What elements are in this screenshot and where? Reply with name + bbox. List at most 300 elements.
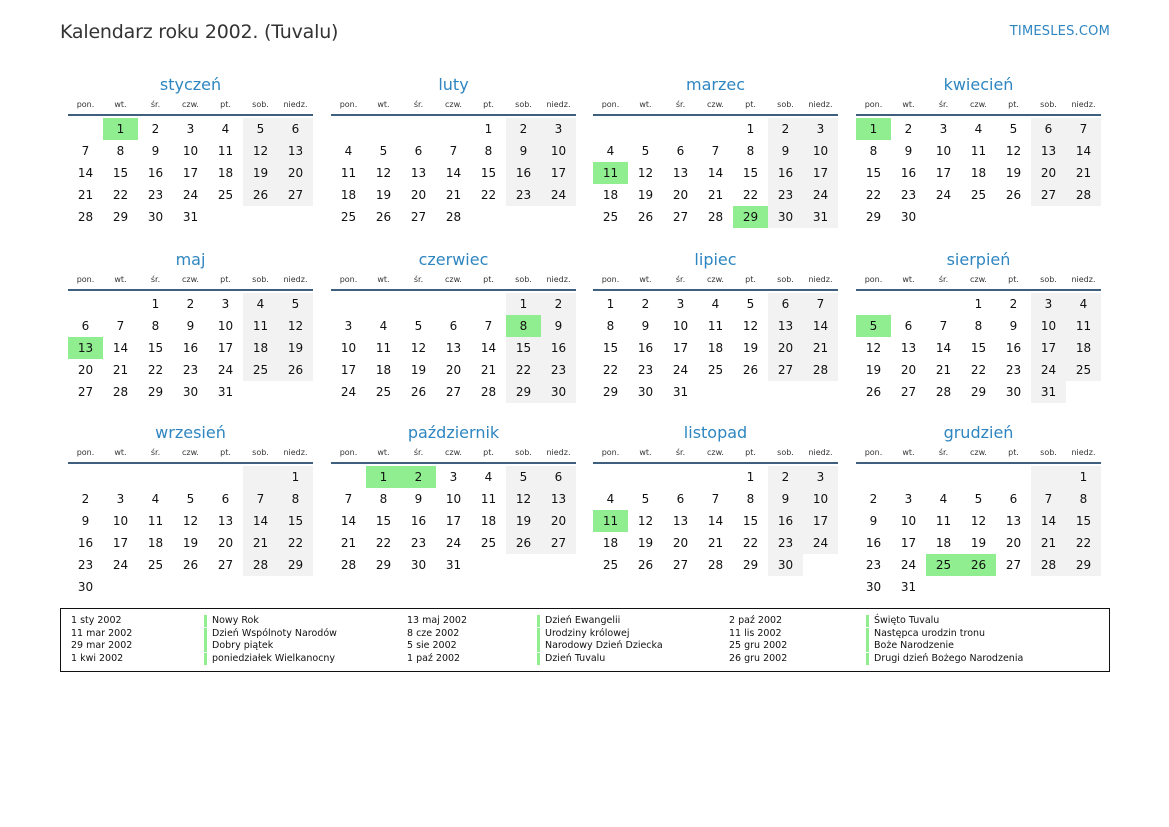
day-cell: 28: [707, 210, 724, 224]
weekday-header: pon.: [601, 275, 620, 284]
day-cell: 8: [1066, 488, 1101, 510]
weekday-header: sob.: [1040, 448, 1057, 457]
day-cell: 15: [865, 166, 882, 180]
day-cell: 9: [186, 319, 195, 333]
header-rule: [593, 289, 838, 291]
day-cell: 31: [217, 385, 234, 399]
day-cell: 22: [278, 532, 313, 554]
day-cell: 8: [484, 144, 493, 158]
header-rule: [856, 114, 1101, 116]
day-cell: 9: [768, 488, 803, 510]
day-cell: 27: [445, 385, 462, 399]
day-cell: 17: [935, 166, 952, 180]
month-block: [331, 423, 576, 598]
day-cell: 16: [77, 536, 94, 550]
day-cell: 5: [974, 492, 983, 506]
day-cell: 16: [900, 166, 917, 180]
day-cell: 7: [711, 492, 720, 506]
day-cell: 26: [182, 558, 199, 572]
day-cell: 11: [243, 315, 278, 337]
day-cell: 7: [344, 492, 353, 506]
weekday-header: pon.: [601, 100, 620, 109]
day-cell: 6: [904, 319, 913, 333]
month-title: sierpień: [946, 250, 1011, 269]
month-block: [68, 250, 313, 425]
weekday-header: pt.: [483, 100, 494, 109]
day-cell: 1: [278, 466, 313, 488]
day-cell: 25: [217, 188, 234, 202]
day-cell: 15: [506, 337, 541, 359]
day-cell: 11: [1066, 315, 1101, 337]
weekday-header: niedz.: [808, 448, 833, 457]
day-cell: 30: [900, 210, 917, 224]
day-cell: 20: [1005, 536, 1022, 550]
holiday-date: 25 gru 2002: [729, 640, 788, 651]
day-cell: 10: [541, 140, 576, 162]
holiday-date: 11 lis 2002: [729, 627, 782, 639]
holiday-date: 1 sty 2002: [71, 615, 122, 626]
day-cell: 26: [375, 210, 392, 224]
weekday-header: śr.: [675, 100, 686, 109]
day-cell: 3: [676, 297, 685, 311]
day-cell: 13: [768, 315, 803, 337]
day-cell: 17: [803, 510, 838, 532]
weekday-header: pt.: [220, 448, 231, 457]
day-cell: 10: [112, 514, 129, 528]
day-cell: 11: [375, 341, 392, 355]
day-cell: 30: [147, 210, 164, 224]
day-cell: 7: [711, 144, 720, 158]
month-title: lipiec: [694, 250, 737, 269]
day-cell: 6: [1031, 118, 1066, 140]
day-cell: 17: [900, 536, 917, 550]
day-cell: 9: [1009, 319, 1018, 333]
day-cell: 30: [410, 558, 427, 572]
day-cell: 5: [278, 293, 313, 315]
day-cell: 15: [970, 341, 987, 355]
header-rule: [856, 289, 1101, 291]
weekend-blank: [1031, 466, 1066, 488]
day-cell: 23: [410, 536, 427, 550]
weekday-header: niedz.: [1071, 448, 1096, 457]
holiday-date: 13 maj 2002: [407, 615, 468, 626]
day-cell: 14: [1031, 510, 1066, 532]
day-cell: 26: [742, 363, 759, 377]
day-cell: 28: [1031, 554, 1066, 576]
day-cell: 15: [602, 341, 619, 355]
day-cell: 13: [1031, 140, 1066, 162]
day-cell: 6: [414, 144, 423, 158]
holiday-day-cell: 13: [68, 337, 103, 359]
day-cell: 1: [151, 297, 160, 311]
day-cell: 8: [151, 319, 160, 333]
day-cell: 31: [445, 558, 462, 572]
day-cell: 18: [480, 514, 497, 528]
day-cell: 17: [803, 162, 838, 184]
day-cell: 27: [410, 210, 427, 224]
weekday-header: niedz.: [546, 448, 571, 457]
weekday-header: wt.: [639, 448, 652, 457]
day-cell: 16: [147, 166, 164, 180]
day-cell: 3: [541, 118, 576, 140]
header-rule: [593, 114, 838, 116]
weekday-header: wt.: [377, 100, 390, 109]
day-cell: 22: [602, 363, 619, 377]
day-cell: 24: [112, 558, 129, 572]
month-block: [331, 75, 576, 250]
day-cell: 20: [278, 162, 313, 184]
day-cell: 13: [672, 514, 689, 528]
day-cell: 18: [340, 188, 357, 202]
day-cell: 23: [182, 363, 199, 377]
day-cell: 18: [375, 363, 392, 377]
day-cell: 18: [1066, 337, 1101, 359]
day-cell: 10: [445, 492, 462, 506]
weekday-header: pon.: [601, 448, 620, 457]
holiday-legend: [60, 608, 1110, 672]
day-cell: 6: [449, 319, 458, 333]
weekday-header: czw.: [445, 100, 462, 109]
day-cell: 1: [1066, 466, 1101, 488]
holiday-name: Dzień Ewangelii: [537, 615, 620, 627]
day-cell: 16: [768, 510, 803, 532]
day-cell: 19: [410, 363, 427, 377]
weekday-header: niedz.: [808, 100, 833, 109]
day-cell: 19: [637, 188, 654, 202]
weekday-header: czw.: [182, 100, 199, 109]
day-cell: 29: [970, 385, 987, 399]
day-cell: 30: [637, 385, 654, 399]
day-cell: 17: [672, 341, 689, 355]
day-cell: 22: [147, 363, 164, 377]
month-block: [593, 423, 838, 598]
holiday-date: 2 paź 2002: [729, 615, 783, 626]
weekday-header: czw.: [970, 100, 987, 109]
day-cell: 8: [869, 144, 878, 158]
day-cell: 21: [340, 536, 357, 550]
day-cell: 22: [1066, 532, 1101, 554]
day-cell: 9: [641, 319, 650, 333]
holiday-date: 5 sie 2002: [407, 640, 457, 651]
weekday-header: pt.: [1008, 275, 1019, 284]
day-cell: 8: [606, 319, 615, 333]
day-cell: 27: [217, 558, 234, 572]
day-cell: 23: [768, 184, 803, 206]
day-cell: 4: [711, 297, 720, 311]
weekday-header: pon.: [339, 100, 358, 109]
day-cell: 31: [672, 385, 689, 399]
day-cell: 19: [506, 510, 541, 532]
day-cell: 3: [1031, 293, 1066, 315]
day-cell: 22: [375, 536, 392, 550]
day-cell: 17: [217, 341, 234, 355]
weekday-header: czw.: [970, 275, 987, 284]
day-cell: 8: [746, 492, 755, 506]
brand-link[interactable]: TIMESLES.COM: [1009, 24, 1110, 39]
day-cell: 21: [803, 337, 838, 359]
day-cell: 14: [707, 166, 724, 180]
day-cell: 10: [217, 319, 234, 333]
weekday-header: sob.: [252, 100, 269, 109]
day-cell: 12: [410, 341, 427, 355]
day-cell: 2: [904, 122, 913, 136]
header-rule: [331, 114, 576, 116]
day-cell: 18: [935, 536, 952, 550]
day-cell: 23: [77, 558, 94, 572]
day-cell: 12: [637, 166, 654, 180]
day-cell: 4: [379, 319, 388, 333]
weekday-header: wt.: [114, 275, 127, 284]
day-cell: 7: [1066, 118, 1101, 140]
holiday-date: 1 paź 2002: [407, 652, 461, 664]
day-cell: 28: [77, 210, 94, 224]
day-cell: 27: [900, 385, 917, 399]
day-cell: 5: [186, 492, 195, 506]
day-cell: 15: [375, 514, 392, 528]
day-cell: 13: [672, 166, 689, 180]
weekday-header: niedz.: [283, 448, 308, 457]
day-cell: 18: [243, 337, 278, 359]
day-cell: 29: [1066, 554, 1101, 576]
day-cell: 15: [742, 514, 759, 528]
day-cell: 1: [746, 122, 755, 136]
day-cell: 14: [112, 341, 129, 355]
day-cell: 18: [217, 166, 234, 180]
weekday-header: niedz.: [546, 275, 571, 284]
day-cell: 24: [1031, 359, 1066, 381]
day-cell: 24: [541, 184, 576, 206]
day-cell: 2: [151, 122, 160, 136]
day-cell: 22: [506, 359, 541, 381]
day-cell: 7: [81, 144, 90, 158]
weekday-header: pon.: [864, 448, 883, 457]
day-cell: 23: [147, 188, 164, 202]
day-cell: 20: [768, 337, 803, 359]
day-cell: 25: [147, 558, 164, 572]
day-cell: 2: [1009, 297, 1018, 311]
holiday-name: Urodziny królowej: [537, 628, 630, 640]
day-cell: 25: [243, 359, 278, 381]
day-cell: 18: [707, 341, 724, 355]
weekday-header: czw.: [445, 275, 462, 284]
day-cell: 29: [147, 385, 164, 399]
day-cell: 12: [278, 315, 313, 337]
day-cell: 14: [1066, 140, 1101, 162]
day-cell: 6: [676, 144, 685, 158]
day-cell: 5: [414, 319, 423, 333]
day-cell: 20: [672, 188, 689, 202]
day-cell: 31: [1031, 381, 1066, 403]
weekday-header: śr.: [150, 448, 161, 457]
day-cell: 28: [935, 385, 952, 399]
weekday-header: sob.: [777, 100, 794, 109]
weekday-header: niedz.: [1071, 275, 1096, 284]
header-rule: [331, 289, 576, 291]
weekday-header: śr.: [938, 100, 949, 109]
day-cell: 23: [768, 532, 803, 554]
day-cell: 17: [340, 363, 357, 377]
day-cell: 3: [186, 122, 195, 136]
day-cell: 8: [379, 492, 388, 506]
day-cell: 20: [672, 536, 689, 550]
day-cell: 4: [151, 492, 160, 506]
day-cell: 5: [641, 492, 650, 506]
day-cell: 9: [768, 140, 803, 162]
day-cell: 11: [340, 166, 357, 180]
day-cell: 21: [707, 536, 724, 550]
holiday-date: 26 gru 2002: [729, 652, 788, 664]
weekday-header: niedz.: [546, 100, 571, 109]
weekday-header: śr.: [150, 100, 161, 109]
holiday-name: Dzień Wspólnoty Narodów: [204, 628, 337, 640]
day-cell: 27: [672, 558, 689, 572]
weekday-header: sob.: [515, 275, 532, 284]
weekday-header: niedz.: [283, 100, 308, 109]
weekend-blank: [243, 466, 278, 488]
day-cell: 30: [768, 554, 803, 576]
day-cell: 25: [480, 536, 497, 550]
month-block: [68, 423, 313, 598]
day-cell: 30: [768, 206, 803, 228]
weekday-header: pon.: [76, 448, 95, 457]
page-title: Kalendarz roku 2002. (Tuvalu): [60, 21, 339, 43]
weekday-header: śr.: [413, 448, 424, 457]
day-cell: 21: [480, 363, 497, 377]
day-cell: 15: [742, 166, 759, 180]
weekday-header: niedz.: [1071, 100, 1096, 109]
day-cell: 21: [243, 532, 278, 554]
weekday-header: wt.: [902, 448, 915, 457]
weekday-header: pon.: [339, 275, 358, 284]
weekday-header: wt.: [902, 275, 915, 284]
day-cell: 7: [243, 488, 278, 510]
day-cell: 16: [182, 341, 199, 355]
day-cell: 10: [935, 144, 952, 158]
day-cell: 15: [278, 510, 313, 532]
day-cell: 17: [112, 536, 129, 550]
holiday-day-cell: 11: [593, 162, 628, 184]
weekday-header: czw.: [182, 275, 199, 284]
day-cell: 9: [869, 514, 878, 528]
day-cell: 7: [939, 319, 948, 333]
holiday-date: 8 cze 2002: [407, 627, 460, 639]
holiday-name: Dzień Tuvalu: [537, 653, 605, 665]
day-cell: 19: [742, 341, 759, 355]
day-cell: 28: [707, 558, 724, 572]
day-cell: 22: [112, 188, 129, 202]
weekday-header: pt.: [745, 275, 756, 284]
holiday-name: Następca urodzin tronu: [866, 628, 985, 640]
day-cell: 22: [742, 188, 759, 202]
day-cell: 23: [1005, 363, 1022, 377]
day-cell: 8: [974, 319, 983, 333]
weekday-header: sob.: [1040, 275, 1057, 284]
day-cell: 10: [182, 144, 199, 158]
day-cell: 4: [939, 492, 948, 506]
weekday-header: wt.: [377, 275, 390, 284]
day-cell: 13: [900, 341, 917, 355]
weekday-header: czw.: [182, 448, 199, 457]
day-cell: 13: [541, 488, 576, 510]
month-block: [856, 250, 1101, 425]
day-cell: 2: [506, 118, 541, 140]
day-cell: 26: [1005, 188, 1022, 202]
day-cell: 14: [803, 315, 838, 337]
header-rule: [68, 114, 313, 116]
day-cell: 5: [746, 297, 755, 311]
day-cell: 20: [445, 363, 462, 377]
day-cell: 22: [865, 188, 882, 202]
day-cell: 17: [1031, 337, 1066, 359]
day-cell: 19: [375, 188, 392, 202]
day-cell: 25: [970, 188, 987, 202]
weekday-header: sob.: [515, 100, 532, 109]
day-cell: 3: [116, 492, 125, 506]
day-cell: 28: [340, 558, 357, 572]
day-cell: 24: [672, 363, 689, 377]
day-cell: 24: [935, 188, 952, 202]
day-cell: 19: [865, 363, 882, 377]
weekday-header: sob.: [777, 275, 794, 284]
day-cell: 2: [81, 492, 90, 506]
day-cell: 12: [1005, 144, 1022, 158]
day-cell: 9: [151, 144, 160, 158]
holiday-day-cell: 1: [856, 118, 891, 140]
day-cell: 24: [803, 184, 838, 206]
day-cell: 28: [803, 359, 838, 381]
day-cell: 31: [900, 580, 917, 594]
day-cell: 11: [707, 319, 724, 333]
day-cell: 13: [1005, 514, 1022, 528]
day-cell: 14: [480, 341, 497, 355]
day-cell: 1: [974, 297, 983, 311]
day-cell: 15: [112, 166, 129, 180]
day-cell: 2: [768, 466, 803, 488]
day-cell: 16: [768, 162, 803, 184]
weekday-header: pt.: [483, 275, 494, 284]
day-cell: 6: [278, 118, 313, 140]
day-cell: 24: [803, 532, 838, 554]
day-cell: 2: [541, 293, 576, 315]
day-cell: 16: [637, 341, 654, 355]
day-cell: 15: [480, 166, 497, 180]
day-cell: 19: [1005, 166, 1022, 180]
weekday-header: śr.: [938, 275, 949, 284]
day-cell: 11: [217, 144, 234, 158]
day-cell: 3: [939, 122, 948, 136]
day-cell: 4: [606, 144, 615, 158]
day-cell: 25: [1066, 359, 1101, 381]
month-title: marzec: [685, 75, 745, 94]
weekday-header: pt.: [220, 275, 231, 284]
weekday-header: pt.: [1008, 100, 1019, 109]
day-cell: 25: [340, 210, 357, 224]
day-cell: 10: [1031, 315, 1066, 337]
day-cell: 31: [182, 210, 199, 224]
holiday-day-cell: 5: [856, 315, 891, 337]
day-cell: 30: [1005, 385, 1022, 399]
day-cell: 5: [243, 118, 278, 140]
day-cell: 23: [900, 188, 917, 202]
weekday-header: pt.: [220, 100, 231, 109]
day-cell: 2: [186, 297, 195, 311]
header-rule: [331, 462, 576, 464]
day-cell: 22: [742, 536, 759, 550]
weekday-header: sob.: [1040, 100, 1057, 109]
holiday-day-cell: 11: [593, 510, 628, 532]
day-cell: 25: [602, 210, 619, 224]
day-cell: 19: [278, 337, 313, 359]
